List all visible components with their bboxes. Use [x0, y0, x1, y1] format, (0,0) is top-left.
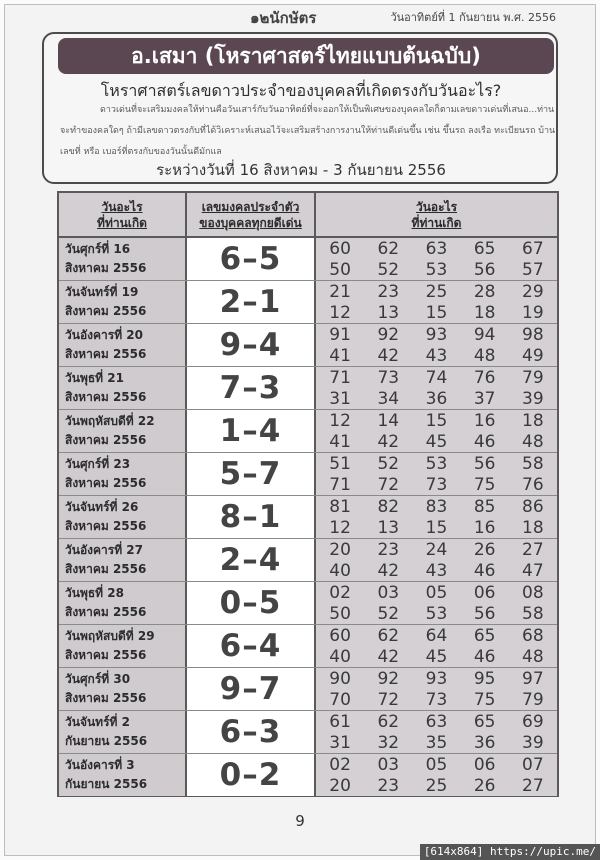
- header-lucky-pair: เลขมงคลประจำตัว ของบุคคลทุกยดีเด่น: [187, 193, 316, 236]
- lucky-number: 71: [329, 474, 351, 495]
- lucky-number: 07: [522, 754, 544, 775]
- birth-day-month: กันยายน 2556: [65, 734, 148, 748]
- lucky-pair-cell: 0–2: [187, 754, 316, 796]
- lucky-number: 83: [425, 496, 448, 517]
- lucky-pair-cell: 2–1: [187, 281, 316, 323]
- birth-day-cell: [59, 367, 187, 409]
- lucky-number: 26: [473, 539, 496, 560]
- lucky-number: 41: [329, 431, 351, 452]
- birth-day-cell: [59, 625, 187, 667]
- lucky-numbers-line: [316, 689, 557, 710]
- lucky-number: 86: [522, 496, 544, 517]
- lucky-number: 60: [329, 625, 351, 646]
- lucky-number: 64: [425, 625, 448, 646]
- lucky-numbers-line: [316, 582, 557, 603]
- table-header: [59, 193, 557, 238]
- birth-day-weekday: วันพุธที่ 21: [65, 371, 124, 385]
- header-birth-day: วันอะไร ที่ท่านเกิด: [59, 193, 187, 236]
- lucky-number: 53: [425, 259, 448, 280]
- birth-day-weekday: วันจันทร์ที่ 2: [65, 715, 130, 729]
- lucky-pair-cell: 6–5: [187, 238, 316, 280]
- lucky-number: 15: [425, 302, 448, 323]
- table-row: [59, 367, 557, 410]
- lucky-pair-cell: 0–5: [187, 582, 316, 624]
- lucky-pair-cell: 9–7: [187, 668, 316, 710]
- birth-day-month: สิงหาคม 2556: [65, 648, 147, 662]
- lucky-number: 57: [522, 259, 544, 280]
- lucky-number: 69: [522, 711, 544, 732]
- lucky-number: 06: [473, 582, 496, 603]
- birth-day-weekday: วันจันทร์ที่ 19: [65, 285, 139, 299]
- table-row: [59, 668, 557, 711]
- lucky-numbers-cell: [316, 754, 557, 796]
- table-row: [59, 238, 557, 281]
- brand-logo: ๑๒นักษัตร: [250, 9, 317, 27]
- lucky-numbers-line: [316, 646, 557, 667]
- table-row: [59, 711, 557, 754]
- lucky-number: 56: [473, 453, 496, 474]
- birth-day-weekday: วันศุกร์ที่ 23: [65, 457, 131, 471]
- lucky-numbers-line: [316, 345, 557, 366]
- lucky-number: 71: [329, 367, 351, 388]
- birth-day-weekday: วันอังคารที่ 20: [65, 328, 144, 342]
- lucky-number: 49: [522, 345, 544, 366]
- lucky-numbers-line: [316, 238, 557, 259]
- lucky-number: 50: [329, 603, 351, 624]
- lucky-numbers-line: [316, 302, 557, 323]
- lucky-pair-cell: 1–4: [187, 410, 316, 452]
- lucky-number: 08: [522, 582, 544, 603]
- lucky-number: 65: [473, 238, 496, 259]
- lucky-number: 73: [425, 689, 448, 710]
- birth-day-month: สิงหาคม 2556: [65, 519, 147, 533]
- lucky-number: 95: [473, 668, 496, 689]
- birth-day-cell: [59, 711, 187, 753]
- lucky-numbers-cell: [316, 668, 557, 710]
- lucky-numbers-line: [316, 324, 557, 345]
- lucky-numbers-line: [316, 431, 557, 452]
- lucky-number: 21: [329, 281, 351, 302]
- lucky-number: 16: [473, 410, 496, 431]
- lucky-numbers-cell: [316, 281, 557, 323]
- lucky-number: 56: [473, 259, 496, 280]
- lucky-number: 72: [377, 474, 400, 495]
- lucky-number: 79: [522, 367, 544, 388]
- lucky-number: 97: [522, 668, 544, 689]
- lucky-pair-cell: 5–7: [187, 453, 316, 495]
- birth-day-month: สิงหาคม 2556: [65, 261, 147, 275]
- lucky-pair-cell: 6–3: [187, 711, 316, 753]
- lucky-number: 43: [425, 560, 448, 581]
- lucky-numbers-cell: [316, 367, 557, 409]
- lucky-number: 45: [425, 431, 448, 452]
- lucky-numbers-line: [316, 711, 557, 732]
- birth-day-month: สิงหาคม 2556: [65, 605, 147, 619]
- lucky-number: 37: [473, 388, 496, 409]
- birth-day-cell: [59, 410, 187, 452]
- lucky-numbers-line: [316, 603, 557, 624]
- lucky-number: 42: [377, 431, 400, 452]
- birth-day-cell: [59, 668, 187, 710]
- lucky-number: 12: [329, 410, 351, 431]
- lucky-number: 23: [377, 775, 400, 796]
- lucky-number: 46: [473, 431, 496, 452]
- birth-day-weekday: วันอังคารที่ 27: [65, 543, 144, 557]
- lucky-number: 18: [473, 302, 496, 323]
- lucky-number-table: [57, 191, 559, 797]
- lucky-number: 39: [522, 388, 544, 409]
- lucky-number: 61: [329, 711, 351, 732]
- lucky-numbers-cell: [316, 711, 557, 753]
- lucky-numbers-cell: [316, 539, 557, 581]
- birth-day-cell: [59, 582, 187, 624]
- intro-paragraph: ดาวเด่นที่จะเสริมมงคลให้ท่านคือวันเสาร์กับวันอาทิตย์ที่จะออกให้เป็นพิเศษของบุคคลใดก็ตามเลขดาวเด่นที่เสนอ...ท่านจะทำของคลใดๆ ถ้ามีเลขดาวตรงกับที่ได้วิเคราะห์เสนอไว้จะเสริมสร้างการงานให้ท่านดีเด่นขึ้น เช่น ขึ้นรถ ลงเรือ ทะเบียนรถ บ้านเลขที่ หรือ เบอร์ที่ตรงกับของวันนั้นดีมักแล: [60, 105, 556, 157]
- lucky-number: 94: [473, 324, 496, 345]
- lucky-number: 13: [377, 302, 400, 323]
- table-row: [59, 496, 557, 539]
- birth-day-weekday: วันศุกร์ที่ 30: [65, 672, 131, 686]
- lucky-number: 18: [522, 410, 544, 431]
- lucky-number: 68: [522, 625, 544, 646]
- lucky-number: 92: [377, 668, 400, 689]
- lucky-number: 73: [377, 367, 400, 388]
- article-title: อ.เสมา (โหราศาสตร์ไทยแบบต้นฉบับ): [58, 38, 554, 74]
- lucky-number: 31: [329, 732, 351, 753]
- lucky-number: 72: [377, 689, 400, 710]
- table-row: [59, 625, 557, 668]
- lucky-number: 42: [377, 345, 400, 366]
- lucky-number: 24: [425, 539, 448, 560]
- lucky-pair-cell: 9–4: [187, 324, 316, 366]
- lucky-number: 48: [522, 646, 544, 667]
- lucky-pair-cell: 6–4: [187, 625, 316, 667]
- lucky-number: 29: [522, 281, 544, 302]
- lucky-pair-cell: 7–3: [187, 367, 316, 409]
- birth-day-weekday: วันพุธที่ 28: [65, 586, 124, 600]
- birth-day-month: สิงหาคม 2556: [65, 476, 147, 490]
- table-row: [59, 754, 557, 797]
- lucky-numbers-line: [316, 625, 557, 646]
- lucky-number: 12: [329, 302, 351, 323]
- lucky-number: 34: [377, 388, 400, 409]
- lucky-number: 67: [522, 238, 544, 259]
- lucky-number: 76: [522, 474, 544, 495]
- lucky-numbers-line: [316, 474, 557, 495]
- lucky-number: 63: [425, 711, 448, 732]
- lucky-number: 20: [329, 775, 351, 796]
- lucky-number: 70: [329, 689, 351, 710]
- lucky-numbers-line: [316, 539, 557, 560]
- lucky-number: 65: [473, 625, 496, 646]
- lucky-number: 58: [522, 603, 544, 624]
- lucky-number: 16: [473, 517, 496, 538]
- lucky-pair-cell: 2–4: [187, 539, 316, 581]
- lucky-number: 35: [425, 732, 448, 753]
- birth-day-month: สิงหาคม 2556: [65, 347, 147, 361]
- birth-day-month: กันยายน 2556: [65, 777, 148, 791]
- table-row: [59, 582, 557, 625]
- birth-day-weekday: วันศุกร์ที่ 16: [65, 242, 131, 256]
- lucky-number: 82: [377, 496, 400, 517]
- birth-day-weekday: วันพฤหัสบดีที่ 29: [65, 629, 155, 643]
- lucky-numbers-cell: [316, 496, 557, 538]
- table-row: [59, 453, 557, 496]
- page-header: [40, 0, 560, 28]
- lucky-number: 36: [473, 732, 496, 753]
- lucky-number: 90: [329, 668, 351, 689]
- lucky-number: 53: [425, 603, 448, 624]
- lucky-number: 23: [377, 281, 400, 302]
- lucky-numbers-cell: [316, 625, 557, 667]
- birth-day-month: สิงหาคม 2556: [65, 562, 147, 576]
- lucky-numbers-line: [316, 388, 557, 409]
- lucky-number: 53: [425, 453, 448, 474]
- article-question: โหราศาสตร์เลขดาวประจำของบุคคลที่เกิดตรงกับวันอะไร?: [100, 81, 502, 100]
- lucky-number: 52: [377, 603, 400, 624]
- lucky-number: 56: [473, 603, 496, 624]
- birth-day-weekday: วันจันทร์ที่ 26: [65, 500, 139, 514]
- lucky-number: 98: [522, 324, 544, 345]
- lucky-pair-cell: 8–1: [187, 496, 316, 538]
- lucky-number: 05: [425, 754, 448, 775]
- lucky-number: 75: [473, 474, 496, 495]
- birth-day-weekday: วันพฤหัสบดีที่ 22: [65, 414, 155, 428]
- lucky-numbers-line: [316, 775, 557, 796]
- lucky-number: 93: [425, 668, 448, 689]
- lucky-number: 85: [473, 496, 496, 517]
- lucky-number: 43: [425, 345, 448, 366]
- lucky-number: 63: [425, 238, 448, 259]
- header-lucky-numbers: วันอะไร ที่ท่านเกิด: [411, 199, 462, 230]
- birth-day-cell: [59, 281, 187, 323]
- lucky-number: 41: [329, 345, 351, 366]
- lucky-number: 46: [473, 560, 496, 581]
- lucky-number: 62: [377, 238, 400, 259]
- lucky-number: 39: [522, 732, 544, 753]
- lucky-number: 27: [522, 775, 544, 796]
- lucky-numbers-line: [316, 410, 557, 431]
- image-host-watermark: [614x864] https://upic.me/: [420, 844, 600, 860]
- lucky-numbers-line: [316, 281, 557, 302]
- lucky-number: 12: [329, 517, 351, 538]
- lucky-number: 46: [473, 646, 496, 667]
- table-row: [59, 539, 557, 582]
- lucky-number: 15: [425, 517, 448, 538]
- lucky-number: 92: [377, 324, 400, 345]
- lucky-number: 36: [425, 388, 448, 409]
- birth-day-cell: [59, 324, 187, 366]
- birth-day-cell: [59, 539, 187, 581]
- lucky-number: 27: [522, 539, 544, 560]
- lucky-number: 58: [522, 453, 544, 474]
- table-row: [59, 281, 557, 324]
- lucky-number: 42: [377, 646, 400, 667]
- lucky-number: 52: [377, 259, 400, 280]
- lucky-number: 79: [522, 689, 544, 710]
- lucky-number: 51: [329, 453, 351, 474]
- lucky-number: 48: [473, 345, 496, 366]
- lucky-number: 91: [329, 324, 351, 345]
- lucky-number: 60: [329, 238, 351, 259]
- birth-day-cell: [59, 754, 187, 796]
- lucky-number: 03: [377, 582, 400, 603]
- lucky-number: 31: [329, 388, 351, 409]
- lucky-number: 74: [425, 367, 448, 388]
- lucky-number: 32: [377, 732, 400, 753]
- lucky-numbers-line: [316, 754, 557, 775]
- lucky-numbers-line: [316, 259, 557, 280]
- lucky-number: 23: [377, 539, 400, 560]
- birth-day-month: สิงหาคม 2556: [65, 304, 147, 318]
- lucky-number: 19: [522, 302, 544, 323]
- lucky-numbers-line: [316, 453, 557, 474]
- table-row: [59, 324, 557, 367]
- lucky-number: 06: [473, 754, 496, 775]
- lucky-number: 40: [329, 646, 351, 667]
- lucky-number: 81: [329, 496, 351, 517]
- lucky-number: 45: [425, 646, 448, 667]
- lucky-number: 76: [473, 367, 496, 388]
- lucky-numbers-cell: [316, 238, 557, 280]
- birth-day-cell: [59, 238, 187, 280]
- lucky-number: 15: [425, 410, 448, 431]
- date-range: ระหว่างวันที่ 16 สิงหาคม - 3 กันยายน 2556: [156, 161, 446, 179]
- lucky-number: 28: [473, 281, 496, 302]
- lucky-numbers-cell: [316, 582, 557, 624]
- lucky-number: 52: [377, 453, 400, 474]
- lucky-number: 18: [522, 517, 544, 538]
- birth-day-month: สิงหาคม 2556: [65, 691, 147, 705]
- lucky-numbers-line: [316, 560, 557, 581]
- birth-day-weekday: วันอังคารที่ 3: [65, 758, 135, 772]
- lucky-number: 73: [425, 474, 448, 495]
- lucky-number: 40: [329, 560, 351, 581]
- lucky-number: 50: [329, 259, 351, 280]
- lucky-numbers-line: [316, 517, 557, 538]
- birth-day-cell: [59, 453, 187, 495]
- issue-date: วันอาทิตย์ที่ 1 กันยายน พ.ศ. 2556: [390, 11, 556, 24]
- lucky-numbers-cell: [316, 453, 557, 495]
- page-number: 9: [295, 812, 305, 830]
- lucky-numbers-cell: [316, 410, 557, 452]
- lucky-number: 05: [425, 582, 448, 603]
- birth-day-month: สิงหาคม 2556: [65, 390, 147, 404]
- lucky-number: 25: [425, 281, 448, 302]
- lucky-number: 03: [377, 754, 400, 775]
- lucky-number: 42: [377, 560, 400, 581]
- birth-day-month: สิงหาคม 2556: [65, 433, 147, 447]
- lucky-numbers-line: [316, 496, 557, 517]
- lucky-number: 75: [473, 689, 496, 710]
- table-row: [59, 410, 557, 453]
- lucky-number: 65: [473, 711, 496, 732]
- lucky-number: 62: [377, 711, 400, 732]
- lucky-numbers-cell: [316, 324, 557, 366]
- lucky-numbers-line: [316, 732, 557, 753]
- lucky-number: 93: [425, 324, 448, 345]
- lucky-number: 48: [522, 431, 544, 452]
- lucky-numbers-line: [316, 367, 557, 388]
- birth-day-cell: [59, 496, 187, 538]
- lucky-number: 13: [377, 517, 400, 538]
- lucky-number: 02: [329, 754, 351, 775]
- lucky-number: 26: [473, 775, 496, 796]
- lucky-number: 47: [522, 560, 544, 581]
- lucky-number: 62: [377, 625, 400, 646]
- lucky-number: 20: [329, 539, 351, 560]
- lucky-numbers-line: [316, 668, 557, 689]
- lucky-number: 25: [425, 775, 448, 796]
- lucky-number: 02: [329, 582, 351, 603]
- lucky-number: 14: [377, 410, 400, 431]
